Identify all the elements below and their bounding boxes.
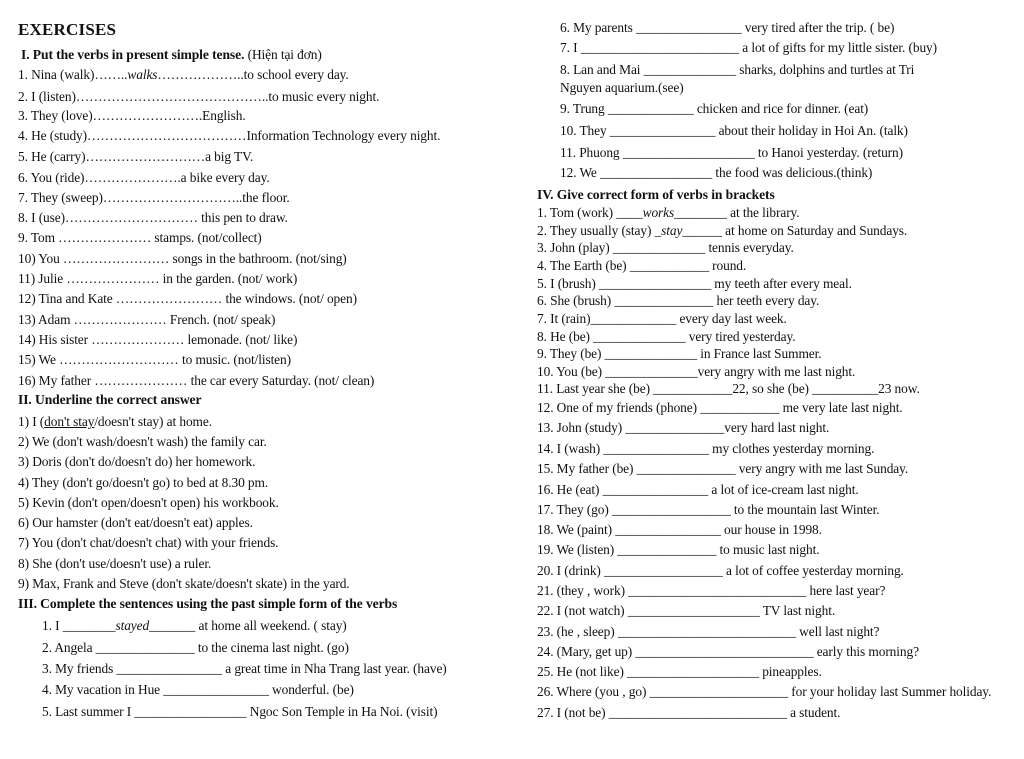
left-exercise-line: 16) My father ………………… the car every Saturday. (not/ clean) — [18, 373, 375, 388]
left-exercise-line: 9) Max, Frank and Steve (don't skate/doesn't skate) in the yard. — [18, 576, 350, 591]
page-bottom-margin — [0, 726, 1024, 759]
right-exercise-line: 3. John (play) ______________ tennis everyday. — [537, 240, 794, 255]
right-exercise-line: 12. One of my friends (phone) ____________ me very late last night. — [537, 400, 903, 415]
right-exercise-line: 1. Tom (work) ____works________ at the library. — [537, 205, 800, 220]
left-exercise-line: 14) His sister ………………… lemonade. (not/ like) — [18, 332, 298, 347]
left-exercise-line: 3) Doris (don't do/doesn't do) her homework. — [18, 454, 256, 469]
right-exercise-line: 11. Last year she (be) ____________22, so she (be) __________23 now. — [537, 381, 920, 396]
right-exercise-line: 8. Lan and Mai ______________ sharks, dolphins and turtles at Tri — [560, 62, 915, 77]
left-exercise-line: 12) Tina and Kate …………………… the windows. (not/ open) — [18, 291, 357, 306]
right-exercise-line: 13. John (study) _______________very hard last night. — [537, 420, 830, 435]
left-exercise-line: 4. My vacation in Hue ________________ wonderful. (be) — [42, 682, 354, 697]
right-exercise-line: 11. Phuong ____________________ to Hanoi yesterday. (return) — [560, 145, 903, 160]
left-exercise-line: 5. Last summer I _________________ Ngoc Son Temple in Ha Noi. (visit) — [42, 704, 438, 719]
left-exercise-line: 7) You (don't chat/doesn't chat) with your friends. — [18, 535, 279, 550]
example-answer: works — [642, 205, 675, 220]
left-exercise-line: 5. He (carry)………………………a big TV. — [18, 149, 254, 164]
right-exercise-line: 22. I (not watch) ____________________ TV last night. — [537, 603, 836, 618]
right-exercise-line: 6. She (brush) _______________ her teeth every day. — [537, 293, 820, 308]
right-exercise-line: 6. My parents ________________ very tired after the trip. ( be) — [560, 20, 895, 35]
underlined-answer: don't stay — [44, 414, 95, 429]
right-exercise-line: 17. They (go) __________________ to the mountain last Winter. — [537, 502, 880, 517]
right-exercise-line: 24. (Mary, get up) ___________________________ early this morning? — [537, 644, 919, 659]
right-section-heading — [537, 187, 775, 203]
section-heading-text: IV. Give correct form of verbs in brackets — [537, 187, 775, 202]
example-answer: stayed — [115, 618, 150, 633]
right-exercise-line: 18. We (paint) ________________ our house in 1998. — [537, 522, 822, 537]
left-exercise-line: 2. Angela _______________ to the cinema last night. (go) — [42, 640, 349, 655]
left-exercise-line: 8. I (use)………………………… this pen to draw. — [18, 210, 288, 225]
left-section-heading — [18, 392, 201, 408]
left-exercise-line: 4. He (study)………………………………Information Technology every night. — [18, 128, 441, 143]
right-exercise-line: 2. They usually (stay) _stay______ at home on Saturday and Sundays. — [537, 223, 908, 238]
left-exercise-line: 9. Tom ………………… stamps. (not/collect) — [18, 230, 262, 245]
section-heading-text: II. Underline the correct answer — [18, 392, 202, 407]
right-exercise-line: 19. We (listen) _______________ to music last night. — [537, 542, 820, 557]
left-exercise-line: 6) Our hamster (don't eat/doesn't eat) apples. — [18, 515, 253, 530]
left-exercise-line: 11) Julie ………………… in the garden. (not/ work) — [18, 271, 298, 286]
left-exercise-line: 2. I (listen)……………………………………..to music every night. — [18, 89, 380, 104]
left-exercise-line: 4) They (don't go/doesn't go) to bed at 8.30 pm. — [18, 475, 269, 490]
page-title: EXERCISES — [18, 20, 117, 39]
left-exercise-line: 13) Adam ………………… French. (not/ speak) — [18, 312, 276, 327]
left-exercise-line: 3. My friends ________________ a great time in Nha Trang last year. (have) — [42, 661, 447, 676]
right-exercise-line: 14. I (wash) ________________ my clothes yesterday morning. — [537, 441, 875, 456]
right-exercise-line: 25. He (not like) ____________________ pineapples. — [537, 664, 822, 679]
right-exercise-line: 9. Trung _____________ chicken and rice for dinner. (eat) — [560, 101, 869, 116]
example-answer: walks — [127, 67, 158, 82]
right-exercise-line: 15. My father (be) _______________ very angry with me last Sunday. — [537, 461, 909, 476]
right-exercise-line: 10. You (be) ______________very angry with me last night. — [537, 364, 856, 379]
right-exercise-line: 26. Where (you , go) _____________________ for your holiday last Summer holiday. — [537, 684, 992, 699]
right-exercise-line: Nguyen aquarium.(see) — [560, 80, 684, 95]
section-heading-text: III. Complete the sentences using the past simple form of the verbs — [18, 596, 398, 611]
right-exercise-line: 8. He (be) ______________ very tired yesterday. — [537, 329, 796, 344]
right-exercise-line: 20. I (drink) __________________ a lot of coffee yesterday morning. — [537, 563, 904, 578]
left-exercise-line: 3. They (love)…………………….English. — [18, 108, 246, 123]
left-exercise-line: 1. Nina (walk)……..walks………………..to school every day. — [18, 67, 349, 82]
right-exercise-line: 23. (he , sleep) ___________________________ well last night? — [537, 624, 880, 639]
left-exercise-line: 2) We (don't wash/doesn't wash) the family car. — [18, 434, 267, 449]
left-exercise-line: 6. You (ride)………………….a bike every day. — [18, 170, 270, 185]
example-answer: stay — [661, 223, 683, 238]
right-exercise-line: 7. It (rain)_____________ every day last week. — [537, 311, 787, 326]
left-exercise-line: 5) Kevin (don't open/doesn't open) his workbook. — [18, 495, 279, 510]
right-exercise-line: 5. I (brush) _________________ my teeth after every meal. — [537, 276, 852, 291]
right-exercise-line: 4. The Earth (be) ____________ round. — [537, 258, 747, 273]
section-heading-text: I. Put the verbs in present simple tense. — [21, 47, 245, 62]
right-exercise-line: 27. I (not be) ___________________________ a student. — [537, 705, 841, 720]
left-exercise-line: 10) You …………………… songs in the bathroom. (not/sing) — [18, 251, 347, 266]
left-exercise-line: 1. I ________stayed_______ at home all weekend. ( stay) — [42, 618, 347, 633]
right-exercise-line: 10. They ________________ about their holiday in Hoi An. (talk) — [560, 123, 908, 138]
left-section-heading: I. Put the verbs in present simple tense. (Hiện tại đơn) — [21, 47, 322, 62]
left-exercise-line: 15) We ……………………… to music. (not/listen) — [18, 352, 291, 367]
right-exercise-line: 9. They (be) ______________ in France last Summer. — [537, 346, 822, 361]
right-exercise-line: 16. He (eat) ________________ a lot of ice-cream last night. — [537, 482, 859, 497]
right-exercise-line: 21. (they , work) ___________________________ here last year? — [537, 583, 886, 598]
left-exercise-line: 7. They (sweep)…………………………..the floor. — [18, 190, 290, 205]
left-section-heading — [18, 596, 397, 612]
right-exercise-line: 7. I ________________________ a lot of gifts for my little sister. (buy) — [560, 40, 938, 55]
left-exercise-line: 8) She (don't use/doesn't use) a ruler. — [18, 556, 212, 571]
left-exercise-line: 1) I (don't stay/doesn't stay) at home. — [18, 414, 212, 429]
right-exercise-line: 12. We _________________ the food was delicious.(think) — [560, 165, 873, 180]
